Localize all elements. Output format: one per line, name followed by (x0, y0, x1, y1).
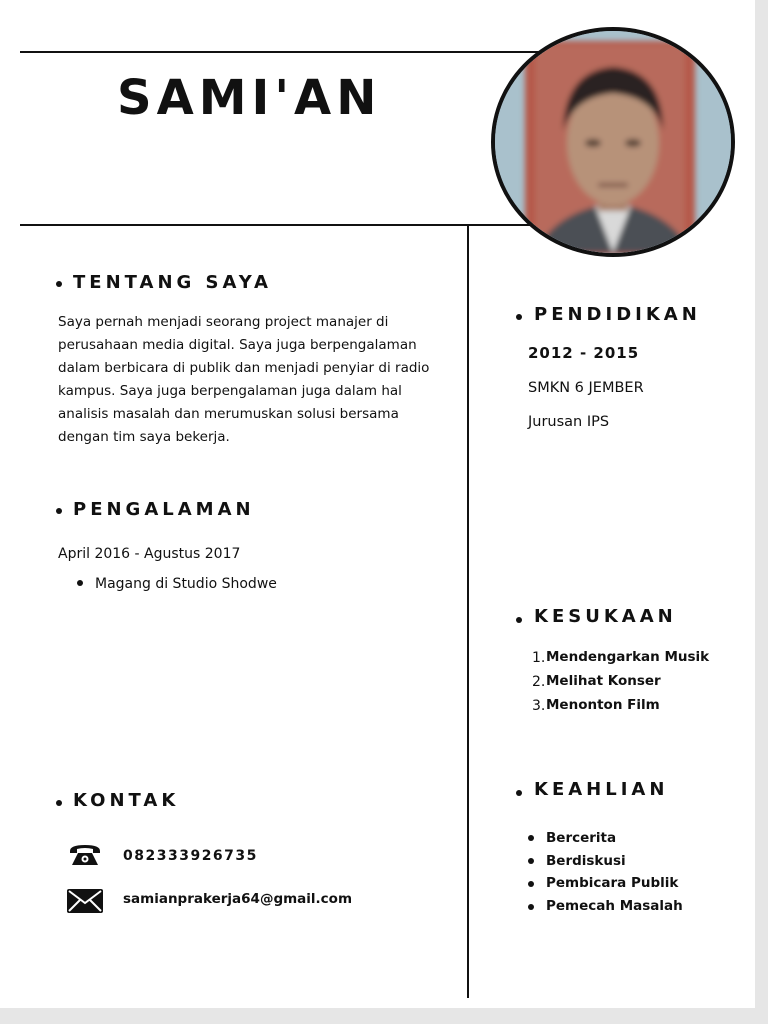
about-heading-bullet (56, 281, 62, 287)
hobby-label: Melihat Konser (546, 673, 661, 689)
profile-photo (491, 27, 735, 257)
hobby-number: 3. (532, 698, 546, 714)
envelope-icon (67, 889, 103, 913)
contact-heading-bullet (56, 800, 62, 806)
skills-heading: KEAHLIAN (534, 779, 669, 800)
column-divider (467, 226, 469, 998)
hobbies-heading: KESUKAAN (534, 606, 677, 627)
page-title: SAMI'AN (117, 70, 382, 126)
experience-heading-bullet (56, 508, 62, 514)
about-heading: TENTANG SAYA (73, 272, 272, 293)
skill-item: Berdiskusi (546, 853, 626, 869)
contact-email[interactable]: samianprakerja64@gmail.com (123, 891, 353, 907)
hobbies-heading-bullet (516, 617, 522, 623)
education-years: 2012 - 2015 (528, 344, 640, 362)
hobby-label: Mendengarkan Musik (546, 649, 710, 665)
phone-icon (68, 843, 102, 867)
education-major: Jurusan IPS (528, 414, 610, 430)
hobby-number: 2. (532, 674, 546, 690)
education-heading: PENDIDIKAN (534, 304, 701, 325)
education-heading-bullet (516, 314, 522, 320)
top-divider (20, 51, 540, 53)
header-divider (20, 224, 580, 226)
contact-phone: 082333926735 (123, 848, 258, 864)
skill-bullet (528, 904, 534, 910)
skill-bullet (528, 858, 534, 864)
skill-bullet (528, 881, 534, 887)
about-text: Saya pernah menjadi seorang project manajer di perusahaan media digital. Saya juga berpengalaman dalam berbicara di publik dan menjadi penyiar di radio kampus. Saya juga berpengalaman juga dalam hal analisis masalah dan merumuskan solusi bersama dengan tim saya bekerja. (58, 314, 430, 445)
education-school: SMKN 6 JEMBER (528, 380, 644, 396)
skill-item: Pembicara Publik (546, 875, 679, 891)
experience-item-bullet (77, 580, 83, 586)
skills-heading-bullet (516, 790, 522, 796)
skill-item: Bercerita (546, 830, 617, 846)
experience-period: April 2016 - Agustus 2017 (58, 546, 241, 562)
experience-item: Magang di Studio Shodwe (95, 576, 277, 592)
hobby-label: Menonton Film (546, 697, 660, 713)
experience-heading: PENGALAMAN (73, 499, 255, 520)
contact-heading: KONTAK (73, 790, 180, 811)
skill-bullet (528, 835, 534, 841)
hobby-number: 1. (532, 650, 546, 666)
skill-item: Pemecah Masalah (546, 898, 683, 914)
profile-photo-image (495, 31, 731, 253)
